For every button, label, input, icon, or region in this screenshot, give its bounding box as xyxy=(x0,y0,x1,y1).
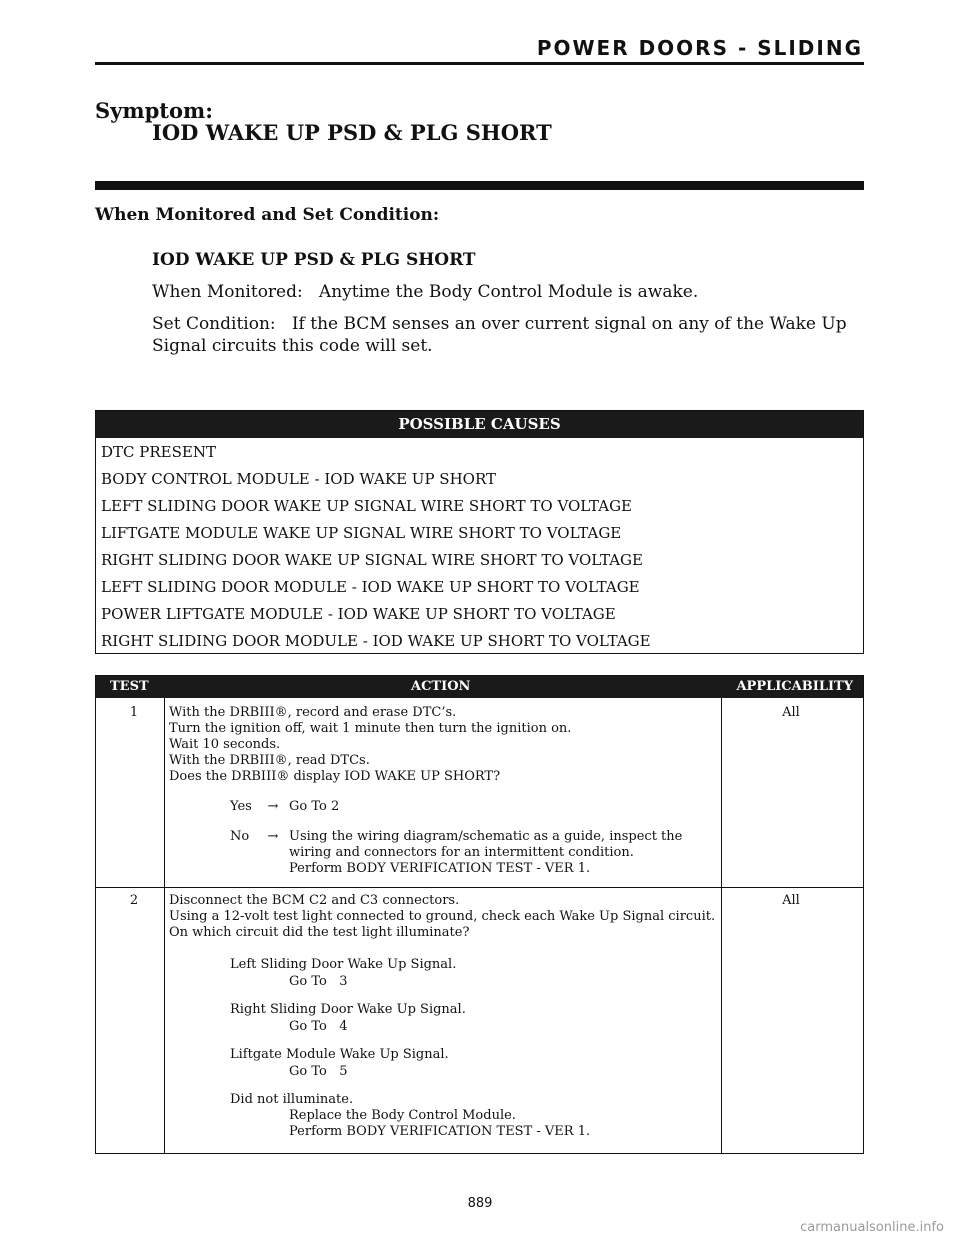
option-label: Liftgate Module Wake Up Signal. xyxy=(230,1047,449,1062)
when-monitored-code-name: IOD WAKE UP PSD & PLG SHORT xyxy=(152,250,476,270)
test-number: 2 xyxy=(129,893,139,908)
action-line: Turn the ignition off, wait 1 minute then turn the ignition on. xyxy=(169,721,572,736)
action-line: Using a 12-volt test light connected to ground, check each Wake Up Signal circuit. xyxy=(169,909,716,924)
option-result: Go To 4 xyxy=(289,1019,348,1034)
test-number: 1 xyxy=(129,705,139,720)
test-action-table xyxy=(95,675,864,1154)
cause-item: DTC PRESENT xyxy=(101,443,216,461)
option-result: Replace the Body Control Module. xyxy=(289,1108,516,1123)
option-label: Left Sliding Door Wake Up Signal. xyxy=(230,957,457,972)
test-table-header xyxy=(96,676,863,698)
arrow-icon: → xyxy=(267,829,279,844)
cause-item: BODY CONTROL MODULE - IOD WAKE UP SHORT xyxy=(101,470,496,488)
action-column-header: ACTION xyxy=(411,679,471,694)
column-divider xyxy=(721,698,722,1153)
action-line: Does the DRBIII® display IOD WAKE UP SHORT? xyxy=(169,769,501,784)
page-number: 889 xyxy=(467,1196,493,1211)
option-result: Perform BODY VERIFICATION TEST - VER 1. xyxy=(289,1124,591,1139)
yes-label: Yes xyxy=(230,799,252,814)
no-label: No xyxy=(230,829,250,844)
action-line: With the DRBIII®, read DTCs. xyxy=(169,753,370,768)
no-result: Perform BODY VERIFICATION TEST - VER 1. xyxy=(289,861,591,876)
symptom-label: Symptom: xyxy=(95,98,213,123)
possible-causes-table xyxy=(95,410,864,654)
option-label: Right Sliding Door Wake Up Signal. xyxy=(230,1002,466,1017)
yes-result: Go To 2 xyxy=(289,799,340,814)
applicability-column-header: APPLICABILITY xyxy=(736,679,853,694)
header-divider xyxy=(95,62,864,65)
when-monitored-text: When Monitored: Anytime the Body Control Module is awake. xyxy=(152,282,699,302)
action-line: Disconnect the BCM C2 and C3 connectors. xyxy=(169,893,460,908)
possible-causes-heading: POSSIBLE CAUSES xyxy=(96,411,863,438)
column-divider xyxy=(164,698,165,1153)
cause-item: RIGHT SLIDING DOOR MODULE - IOD WAKE UP SHORT TO VOLTAGE xyxy=(101,632,651,650)
cause-item: POWER LIFTGATE MODULE - IOD WAKE UP SHORT TO VOLTAGE xyxy=(101,605,616,623)
watermark: carmanualsonline.info xyxy=(800,1220,944,1235)
cause-item: LEFT SLIDING DOOR MODULE - IOD WAKE UP SHORT TO VOLTAGE xyxy=(101,578,640,596)
action-line: With the DRBIII®, record and erase DTC’s. xyxy=(169,705,457,720)
cause-item: RIGHT SLIDING DOOR WAKE UP SIGNAL WIRE SHORT TO VOLTAGE xyxy=(101,551,643,569)
arrow-icon: → xyxy=(267,799,279,814)
test-applicability: All xyxy=(782,893,800,908)
symptom-title: IOD WAKE UP PSD & PLG SHORT xyxy=(152,120,552,145)
symptom-divider xyxy=(95,181,864,190)
option-result: Go To 5 xyxy=(289,1064,348,1079)
action-line: Wait 10 seconds. xyxy=(169,737,281,752)
action-line: On which circuit did the test light illuminate? xyxy=(169,925,470,940)
row-divider xyxy=(96,887,863,888)
section-title: POWER DOORS - SLIDING xyxy=(536,36,863,60)
option-result: Go To 3 xyxy=(289,974,348,989)
cause-item: LIFTGATE MODULE WAKE UP SIGNAL WIRE SHORT TO VOLTAGE xyxy=(101,524,622,542)
no-result: Using the wiring diagram/schematic as a guide, inspect the xyxy=(289,829,683,844)
set-condition-text: Set Condition: If the BCM senses an over current signal on any of the Wake Up Signal circuits this code will set. xyxy=(152,314,852,356)
option-label: Did not illuminate. xyxy=(230,1092,354,1107)
test-column-header: TEST xyxy=(110,679,149,694)
cause-item: LEFT SLIDING DOOR WAKE UP SIGNAL WIRE SHORT TO VOLTAGE xyxy=(101,497,632,515)
when-monitored-heading: When Monitored and Set Condition: xyxy=(95,205,440,225)
no-result: wiring and connectors for an intermittent condition. xyxy=(289,845,634,860)
test-applicability: All xyxy=(782,705,800,720)
